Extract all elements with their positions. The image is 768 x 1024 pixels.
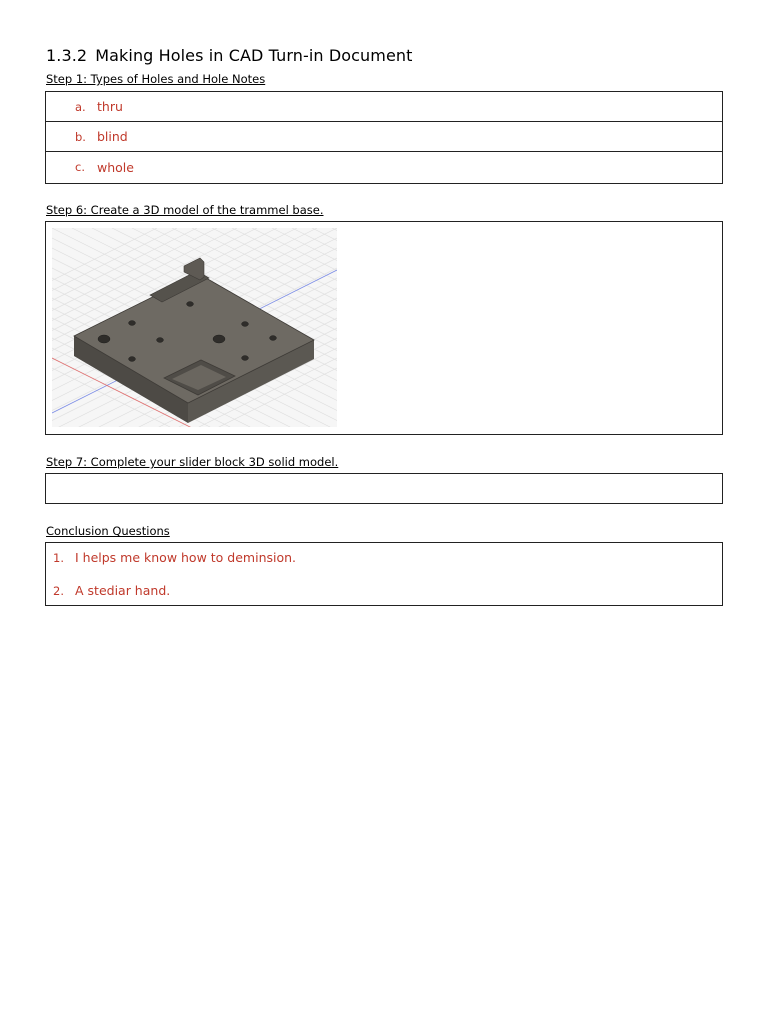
- answer-text: blind: [97, 129, 128, 144]
- title-number: 1.3.2: [46, 46, 88, 65]
- answer-text: thru: [97, 99, 123, 114]
- conclusion-answer-2: [53, 583, 170, 598]
- answer-letter: a.: [75, 99, 86, 114]
- step1-answer-a: [46, 92, 722, 122]
- step1-answer-b: [46, 122, 722, 152]
- answer-text: whole: [97, 159, 134, 175]
- step1-answer-c: [46, 152, 722, 182]
- conclusion-answer-box: [45, 542, 723, 606]
- trammel-base-model-image: [52, 228, 337, 427]
- conclusion-heading: Conclusion Questions: [46, 524, 170, 538]
- step7-model-box: [45, 473, 723, 504]
- step1-heading: Step 1: Types of Holes and Hole Notes: [46, 72, 266, 86]
- answer-number: 2.: [53, 584, 64, 598]
- title-text: Making Holes in CAD Turn-in Document: [95, 46, 413, 65]
- step6-model-box: [45, 221, 723, 435]
- answer-number: 1.: [53, 551, 64, 565]
- step6-heading: Step 6: Create a 3D model of the trammel base.: [46, 203, 324, 217]
- answer-letter: b.: [75, 129, 86, 144]
- answer-text: I helps me know how to deminsion.: [75, 550, 297, 565]
- step1-answer-table: [45, 91, 723, 184]
- conclusion-answer-1: [53, 550, 296, 565]
- page-title: [46, 46, 413, 65]
- answer-letter: c.: [75, 160, 85, 174]
- step7-heading: Step 7: Complete your slider block 3D solid model.: [46, 455, 339, 469]
- answer-text: A stediar hand.: [75, 583, 171, 598]
